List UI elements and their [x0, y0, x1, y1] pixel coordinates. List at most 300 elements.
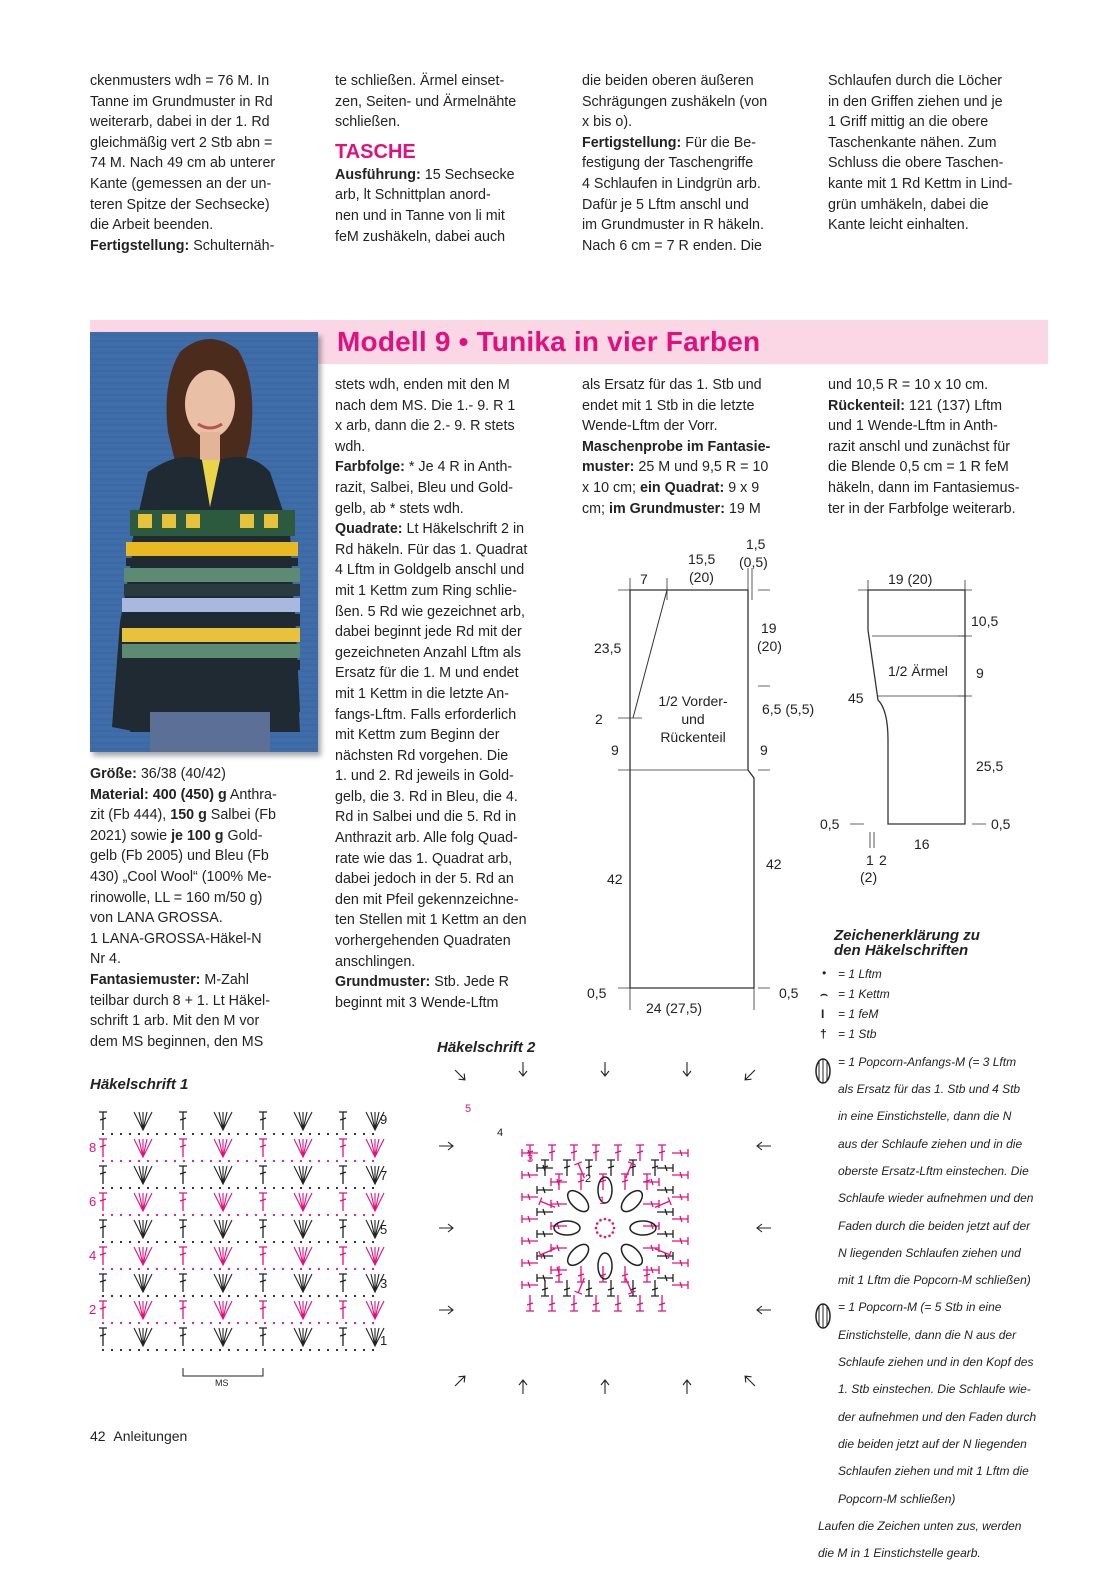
text-line: Dafür je 5 Lftm anschl und	[582, 196, 749, 213]
chain-dot	[237, 1295, 239, 1297]
text-line: Kante leicht einhalten.	[828, 217, 969, 234]
section-name: Anleitungen	[113, 1428, 188, 1444]
chain-dot	[156, 1295, 158, 1297]
chain-dot	[300, 1241, 302, 1243]
chain-dot	[336, 1268, 338, 1270]
text-line: gelb, die 3. Rd in Bleu, die 4.	[335, 788, 518, 805]
chain-dot	[611, 1222, 614, 1225]
chain-dot	[156, 1268, 158, 1270]
chain-dot	[237, 1241, 239, 1243]
chain-dot	[183, 1322, 185, 1324]
repeat-bracket	[183, 1368, 263, 1376]
chain-dot	[336, 1322, 338, 1324]
chain-dot	[273, 1268, 275, 1270]
join-arrow-icon	[519, 1062, 527, 1076]
double-crochet-mark	[339, 1193, 347, 1211]
stitch-mark	[672, 1171, 688, 1179]
stitch-mark	[614, 1295, 622, 1311]
chain-dot	[237, 1187, 239, 1189]
text-line: gezeichneten Anzahl Lftm als	[335, 644, 521, 661]
popcorn-mark	[564, 1187, 592, 1215]
chain-dot	[129, 1133, 131, 1135]
chain-dot	[147, 1160, 149, 1162]
text-line: oberste Ersatz-Lftm einstechen. Die	[838, 1163, 1029, 1178]
text-line: 1 Griff mittig an die obere	[828, 114, 989, 131]
text-line: ter in der Farbfolge weiterarb.	[828, 500, 1016, 517]
dim-9-right: 9	[760, 742, 768, 758]
text-line: mit 1 Kettm zum Ring schlie-	[335, 582, 517, 599]
text-line: 74 M. Nach 49 cm ab unterer	[90, 155, 276, 172]
column-4	[828, 375, 1048, 519]
text-line: nächsten Rd vorgehen. Die	[335, 747, 509, 764]
text-line: rate wie das 1. Quadrat arb,	[335, 850, 513, 867]
double-crochet-mark	[179, 1274, 187, 1292]
chain-dot	[282, 1322, 284, 1324]
chain-dot	[372, 1187, 374, 1189]
chain-dot	[336, 1160, 338, 1162]
chain-dot	[264, 1349, 266, 1351]
chain-dot	[147, 1322, 149, 1324]
stitch-mark	[643, 1266, 659, 1274]
stitch-mark	[551, 1244, 567, 1252]
stitch-mark	[570, 1145, 578, 1161]
text-line: in eine Einstichstelle, dann die N	[838, 1109, 1012, 1124]
chain-dot	[111, 1349, 113, 1351]
stitch-mark	[592, 1145, 600, 1161]
text-line: arb, lt Schnittplan anord-	[335, 187, 491, 204]
stitch-mark	[672, 1149, 688, 1157]
chain-dot	[210, 1349, 212, 1351]
double-crochet-mark	[179, 1301, 187, 1319]
chain-dot	[219, 1241, 221, 1243]
chain-dot	[336, 1133, 338, 1135]
fan-mark	[214, 1139, 232, 1157]
chain-dot	[129, 1295, 131, 1297]
chain-dot	[273, 1133, 275, 1135]
chain-dot	[237, 1160, 239, 1162]
chain-dot	[273, 1187, 275, 1189]
chain-dot	[156, 1133, 158, 1135]
chain-dot	[201, 1187, 203, 1189]
text-line: x arb, dann die 2.- 9. R stets	[335, 418, 515, 435]
chain-dot	[120, 1295, 122, 1297]
double-crochet-mark	[259, 1274, 267, 1292]
fan-mark	[214, 1112, 232, 1130]
chain-dot	[165, 1160, 167, 1162]
join-arrow-icon	[519, 1380, 527, 1394]
fan-mark	[214, 1247, 232, 1265]
chain-dot	[228, 1322, 230, 1324]
text-line: Kante (gemessen an der un-	[90, 175, 272, 192]
dim-9-left: 9	[611, 742, 619, 758]
text-line: gleichmäßig vert 2 Stb abn =	[90, 134, 273, 151]
sleeve-dim-9: 9	[976, 665, 984, 681]
chain-dot	[111, 1160, 113, 1162]
text-line: Schrägungen zushäkeln (von	[582, 93, 768, 110]
symbol-legend: Zeichenerklärung zu den Häkelschriften • = 1 Lftm ⌢ = 1 Kettm I = 1 feM † = 1 Stb = 1 Popcorn-Anfangs-M (= 3 Lftm als Ersatz für das 1. Stb und 4 Stb in eine Einstichstelle, dann die N aus der Schlaufe ziehen und in die oberste Ersatz-Lftm einstechen. Die Schlaufe wieder aufnehmen und den Faden durch die beiden jetzt auf der N liegenden Schlaufen ziehen und mit 1 Lftm die Popcorn-M schließen) = 1 Popcorn-M (= 5 Stb in eine Einstichstelle, dann die N aus der Schlaufe ziehen und in den Kopf des 1. Stb einstechen. Die Schlaufe wie- der aufnehmen und den Faden durch die beiden jetzt auf der N liegenden Schlaufen ziehen und mit 1 Lftm die Popcorn-M schließen) Laufen die Zeichen unten zus, werden die M in 1 Einstichstelle gearb.	[818, 928, 1068, 1573]
chain-dot	[228, 1268, 230, 1270]
chain-dot	[255, 1322, 257, 1324]
stitch-mark	[592, 1295, 600, 1311]
stitch-mark	[672, 1237, 688, 1245]
chain-dot	[291, 1241, 293, 1243]
text-line: kante mit 1 Rd Kettm in Lind-	[828, 175, 1013, 192]
chain-dot	[354, 1349, 356, 1351]
stitch-mark	[672, 1193, 688, 1201]
text-line: dabei beginnt jede Rd mit der	[335, 624, 522, 641]
chain-dot	[345, 1160, 347, 1162]
join-arrow-icon	[439, 1224, 453, 1232]
chain-dot	[309, 1214, 311, 1216]
text-line: = 1 Popcorn-M (= 5 Stb in eine	[838, 1300, 1002, 1315]
chain-dot	[237, 1349, 239, 1351]
popcorn-mark	[618, 1187, 646, 1215]
double-crochet-mark	[339, 1220, 347, 1238]
join-arrow-icon	[742, 1067, 758, 1083]
chain-dot	[192, 1133, 194, 1135]
chain-dot	[111, 1241, 113, 1243]
dim-7: 7	[640, 571, 648, 587]
stitch-mark	[522, 1237, 538, 1245]
stitch-mark	[570, 1295, 578, 1311]
chain-dot	[273, 1349, 275, 1351]
stitch-mark	[657, 1274, 673, 1282]
chain-dot	[327, 1241, 329, 1243]
chain-dot	[327, 1133, 329, 1135]
chain-dot	[120, 1268, 122, 1270]
double-crochet-mark	[179, 1166, 187, 1184]
chain-dot	[327, 1322, 329, 1324]
chain-dot	[300, 1322, 302, 1324]
stitch-mark	[657, 1230, 673, 1238]
sleeve-dim-10-5: 10,5	[971, 613, 999, 629]
text-line: 430) „Cool Wool“ (100% Me-	[90, 868, 272, 885]
chain-dot	[354, 1322, 356, 1324]
text-line: cm; im Grundmuster: 19 M	[582, 500, 761, 517]
double-crochet-mark	[339, 1301, 347, 1319]
chain-dot	[282, 1268, 284, 1270]
popcorn-start-entry	[818, 1055, 1068, 1289]
chain-dot	[291, 1322, 293, 1324]
chain-dot	[201, 1241, 203, 1243]
chain-dot	[246, 1214, 248, 1216]
fan-mark	[294, 1220, 312, 1238]
text-line: und 10,5 R = 10 x 10 cm.	[828, 377, 989, 393]
chain-dot	[147, 1133, 149, 1135]
chain-dot	[165, 1187, 167, 1189]
chain-dot	[102, 1241, 104, 1243]
chain-dot	[354, 1241, 356, 1243]
chain-dot	[237, 1133, 239, 1135]
fan-mark	[366, 1193, 384, 1211]
sleeve-dim-16: 16	[914, 836, 930, 852]
stitch-mark	[614, 1145, 622, 1161]
stitch-mark	[522, 1215, 538, 1223]
chain-dot	[613, 1227, 616, 1230]
chart1-title: Häkelschrift 1	[90, 1076, 189, 1093]
page-number: 42	[90, 1428, 106, 1444]
chain-dot	[183, 1349, 185, 1351]
chain-dot	[228, 1160, 230, 1162]
join-arrow-icon	[601, 1062, 609, 1076]
chain-dot	[309, 1295, 311, 1297]
text-line: den mit Pfeil gekennzeichne-	[335, 891, 519, 908]
text-line: = 1 Popcorn-Anfangs-M (= 3 Lftm	[838, 1054, 1017, 1069]
stitch-mark	[563, 1280, 571, 1296]
text-line: Popcorn-M schließen)	[838, 1491, 956, 1506]
chain-dot	[219, 1322, 221, 1324]
stitch-mark	[537, 1274, 553, 1282]
text-line: Quadrate: Lt Häkelschrift 2 in	[335, 521, 525, 538]
chain-dot	[102, 1268, 104, 1270]
chain-dot	[372, 1295, 374, 1297]
double-crochet-mark	[99, 1112, 107, 1130]
text-line: als Ersatz für das 1. Stb und	[582, 377, 762, 393]
text-line: Schlaufe ziehen und in den Kopf des	[838, 1355, 1034, 1370]
text-line: Fertigstellung: Für die Be-	[582, 134, 756, 151]
chain-dot	[255, 1214, 257, 1216]
row-label: 9	[380, 1112, 388, 1127]
chain-dot	[228, 1133, 230, 1135]
chain-dot	[165, 1268, 167, 1270]
chain-dot	[300, 1268, 302, 1270]
text-line: zit (Fb 444), 150 g Salbei (Fb	[90, 807, 276, 824]
chain-dot	[102, 1214, 104, 1216]
fan-mark	[214, 1166, 232, 1184]
text-line: Rd häkeln. Für das 1. Quadrat	[335, 541, 528, 558]
text-line: Maschenprobe im Fantasie-	[582, 438, 771, 455]
chart2-diagram	[435, 1058, 775, 1398]
chain-dot	[264, 1214, 266, 1216]
chain-dot	[129, 1268, 131, 1270]
text-line: Taschenkante nähen. Zum	[828, 134, 997, 151]
join-arrow-icon	[757, 1224, 771, 1232]
fan-mark	[294, 1193, 312, 1211]
chain-dot	[120, 1214, 122, 1216]
dim-24: 24 (27,5)	[646, 1000, 703, 1016]
chain-dot	[291, 1349, 293, 1351]
chain-dot	[147, 1241, 149, 1243]
chain-dot	[165, 1241, 167, 1243]
text-line: nen und in Tanne von li mit	[335, 207, 505, 224]
join-arrow-icon	[683, 1380, 691, 1394]
double-crochet-mark	[259, 1112, 267, 1130]
fan-mark	[134, 1274, 152, 1292]
text-line: die Blende 0,5 cm = 1 R feM	[828, 459, 1009, 476]
chain-dot	[264, 1268, 266, 1270]
sleeve-dim-19: 19 (20)	[888, 571, 933, 587]
double-crochet-mark	[259, 1301, 267, 1319]
chain-dot	[183, 1187, 185, 1189]
stitch-mark	[548, 1295, 556, 1311]
text-line: muster: 25 M und 9,5 R = 10	[582, 459, 769, 476]
chain-dot	[147, 1295, 149, 1297]
chain-dot	[599, 1234, 602, 1237]
chain-dot	[138, 1133, 140, 1135]
chain-dot	[282, 1241, 284, 1243]
chain-dot	[156, 1160, 158, 1162]
chain-dot	[147, 1349, 149, 1351]
chain-dot	[156, 1187, 158, 1189]
text-line: ten Stellen mit 1 Kettm an den	[335, 912, 527, 929]
chain-dot	[219, 1268, 221, 1270]
text-line: festigung der Taschengriffe	[582, 155, 754, 172]
chain-dot	[291, 1214, 293, 1216]
join-arrow-icon	[742, 1373, 758, 1389]
chain-dot	[336, 1187, 338, 1189]
chain-dot	[219, 1214, 221, 1216]
chain-dot	[192, 1187, 194, 1189]
chain-dot	[318, 1133, 320, 1135]
chain-dot	[327, 1295, 329, 1297]
chain-dot	[246, 1187, 248, 1189]
chain-dot	[345, 1295, 347, 1297]
stitch-mark	[672, 1281, 688, 1289]
double-crochet-mark	[259, 1247, 267, 1265]
chain-dot	[138, 1160, 140, 1162]
chain-dot	[192, 1349, 194, 1351]
stitch-mark	[657, 1164, 673, 1172]
stitch-mark	[672, 1215, 688, 1223]
stitch-mark	[541, 1280, 549, 1296]
text-line: die beiden oberen äußeren	[582, 73, 754, 89]
chain-dot	[273, 1214, 275, 1216]
fan-mark	[366, 1247, 384, 1265]
chain-dot	[138, 1322, 140, 1324]
stitch-mark	[522, 1193, 538, 1201]
text-line: 2021) sowie je 100 g Gold-	[90, 827, 263, 844]
chain-dot	[291, 1295, 293, 1297]
sleeve-label: 1/2 Ärmel	[888, 663, 948, 679]
chain-dot	[354, 1295, 356, 1297]
chain-dot	[111, 1214, 113, 1216]
stitch-mark	[657, 1208, 673, 1216]
double-crochet-mark	[179, 1112, 187, 1130]
stitch-mark	[522, 1171, 538, 1179]
fan-mark	[294, 1301, 312, 1319]
text-line: 4 Lftm in Goldgelb anschl und	[335, 562, 525, 579]
text-line: von LANA GROSSA.	[90, 910, 223, 927]
chain-dot	[192, 1268, 194, 1270]
chain-dot	[120, 1187, 122, 1189]
text-line: x bis o).	[582, 114, 633, 131]
chain-dot	[210, 1295, 212, 1297]
popcorn-mark	[598, 1253, 612, 1279]
fan-mark	[134, 1220, 152, 1238]
chain-dot	[111, 1295, 113, 1297]
text-line: zen, Seiten- und Ärmelnähte	[335, 93, 517, 110]
stitch-mark	[621, 1174, 629, 1190]
chain-dot	[174, 1268, 176, 1270]
round-number: 2	[585, 1173, 592, 1185]
text-line: häkeln, dann im Fantasiemus-	[828, 479, 1020, 496]
text-line: mit 1 Lftm die Popcorn-M schließen)	[838, 1273, 1031, 1288]
chain-dot	[246, 1241, 248, 1243]
double-crochet-mark	[179, 1220, 187, 1238]
dim-6-5: 6,5 (5,5)	[762, 701, 815, 717]
row-label: 3	[380, 1276, 388, 1291]
sleeve-dim-25-5: 25,5	[976, 758, 1004, 774]
chain-dot	[138, 1268, 140, 1270]
text-line: grün umhäkeln, dabei die	[828, 196, 989, 213]
text-line: vorhergehenden Quadraten	[335, 933, 511, 950]
chain-symbol-icon: •	[822, 965, 827, 980]
chain-dot	[354, 1133, 356, 1135]
chain-dot	[264, 1295, 266, 1297]
chain-dot	[219, 1133, 221, 1135]
chain-dot	[604, 1236, 607, 1239]
top-column-2	[335, 71, 557, 247]
text-line: teilbar durch 8 + 1. Lt Häkel-	[90, 992, 270, 1009]
text-line: endet mit 1 Stb in die letzte	[582, 397, 755, 414]
double-crochet-mark	[99, 1301, 107, 1319]
chain-dot	[255, 1295, 257, 1297]
sleeve-dim-0-5-right: 0,5	[991, 816, 1011, 832]
chain-dot	[246, 1349, 248, 1351]
chain-dot	[165, 1133, 167, 1135]
chain-dot	[228, 1214, 230, 1216]
popcorn-symbol-icon	[814, 1302, 832, 1330]
chain-dot	[138, 1214, 140, 1216]
text-line: dem MS beginnen, den MS	[90, 1033, 264, 1050]
chain-dot	[264, 1241, 266, 1243]
text-line: Fantasiemuster: M-Zahl	[90, 971, 249, 988]
stitch-mark	[537, 1208, 553, 1216]
text-line: die M in 1 Einstichstelle gearb.	[818, 1546, 981, 1561]
chain-dot	[210, 1268, 212, 1270]
double-crochet-mark	[179, 1247, 187, 1265]
text-line: schrift 1 arb. Mit den M vor	[90, 1013, 260, 1030]
fan-mark	[134, 1328, 152, 1346]
chain-dot	[174, 1349, 176, 1351]
stitch-mark	[621, 1266, 629, 1282]
chain-dot	[138, 1187, 140, 1189]
double-crochet-mark	[339, 1139, 347, 1157]
chain-dot	[138, 1349, 140, 1351]
text-line: fangs-Lftm. Falls erforderlich	[335, 706, 517, 723]
chain-dot	[300, 1349, 302, 1351]
chain-dot	[102, 1295, 104, 1297]
double-crochet-mark	[259, 1139, 267, 1157]
chain-dot	[291, 1133, 293, 1135]
stitch-mark	[537, 1186, 553, 1194]
chain-dot	[219, 1160, 221, 1162]
double-crochet-symbol-icon: †	[820, 1027, 827, 1042]
double-crochet-mark	[339, 1328, 347, 1346]
chain-dot	[219, 1187, 221, 1189]
text-line: und 1 Wende-Lftm in Anth-	[828, 418, 998, 435]
chain-dot	[354, 1187, 356, 1189]
chain-dot	[372, 1322, 374, 1324]
text-line: Ausführung: 15 Sechsecke	[335, 166, 515, 183]
dim-42-left: 42	[607, 871, 623, 887]
double-crochet-mark	[99, 1220, 107, 1238]
text-line: N liegenden Schlaufen ziehen und	[838, 1245, 1021, 1260]
fan-mark	[294, 1166, 312, 1184]
dim-1-5: 1,5	[746, 536, 766, 552]
stitch-mark	[526, 1295, 534, 1311]
stitch-mark	[672, 1259, 688, 1267]
chain-dot	[255, 1268, 257, 1270]
stitch-mark	[607, 1160, 615, 1176]
chain-dot	[201, 1133, 203, 1135]
chain-dot	[246, 1133, 248, 1135]
chain-dot	[210, 1133, 212, 1135]
fan-mark	[294, 1112, 312, 1130]
chain-dot	[129, 1160, 131, 1162]
chain-dot	[147, 1214, 149, 1216]
text-line: beginnt mit 3 Wende-Lftm	[335, 994, 499, 1011]
